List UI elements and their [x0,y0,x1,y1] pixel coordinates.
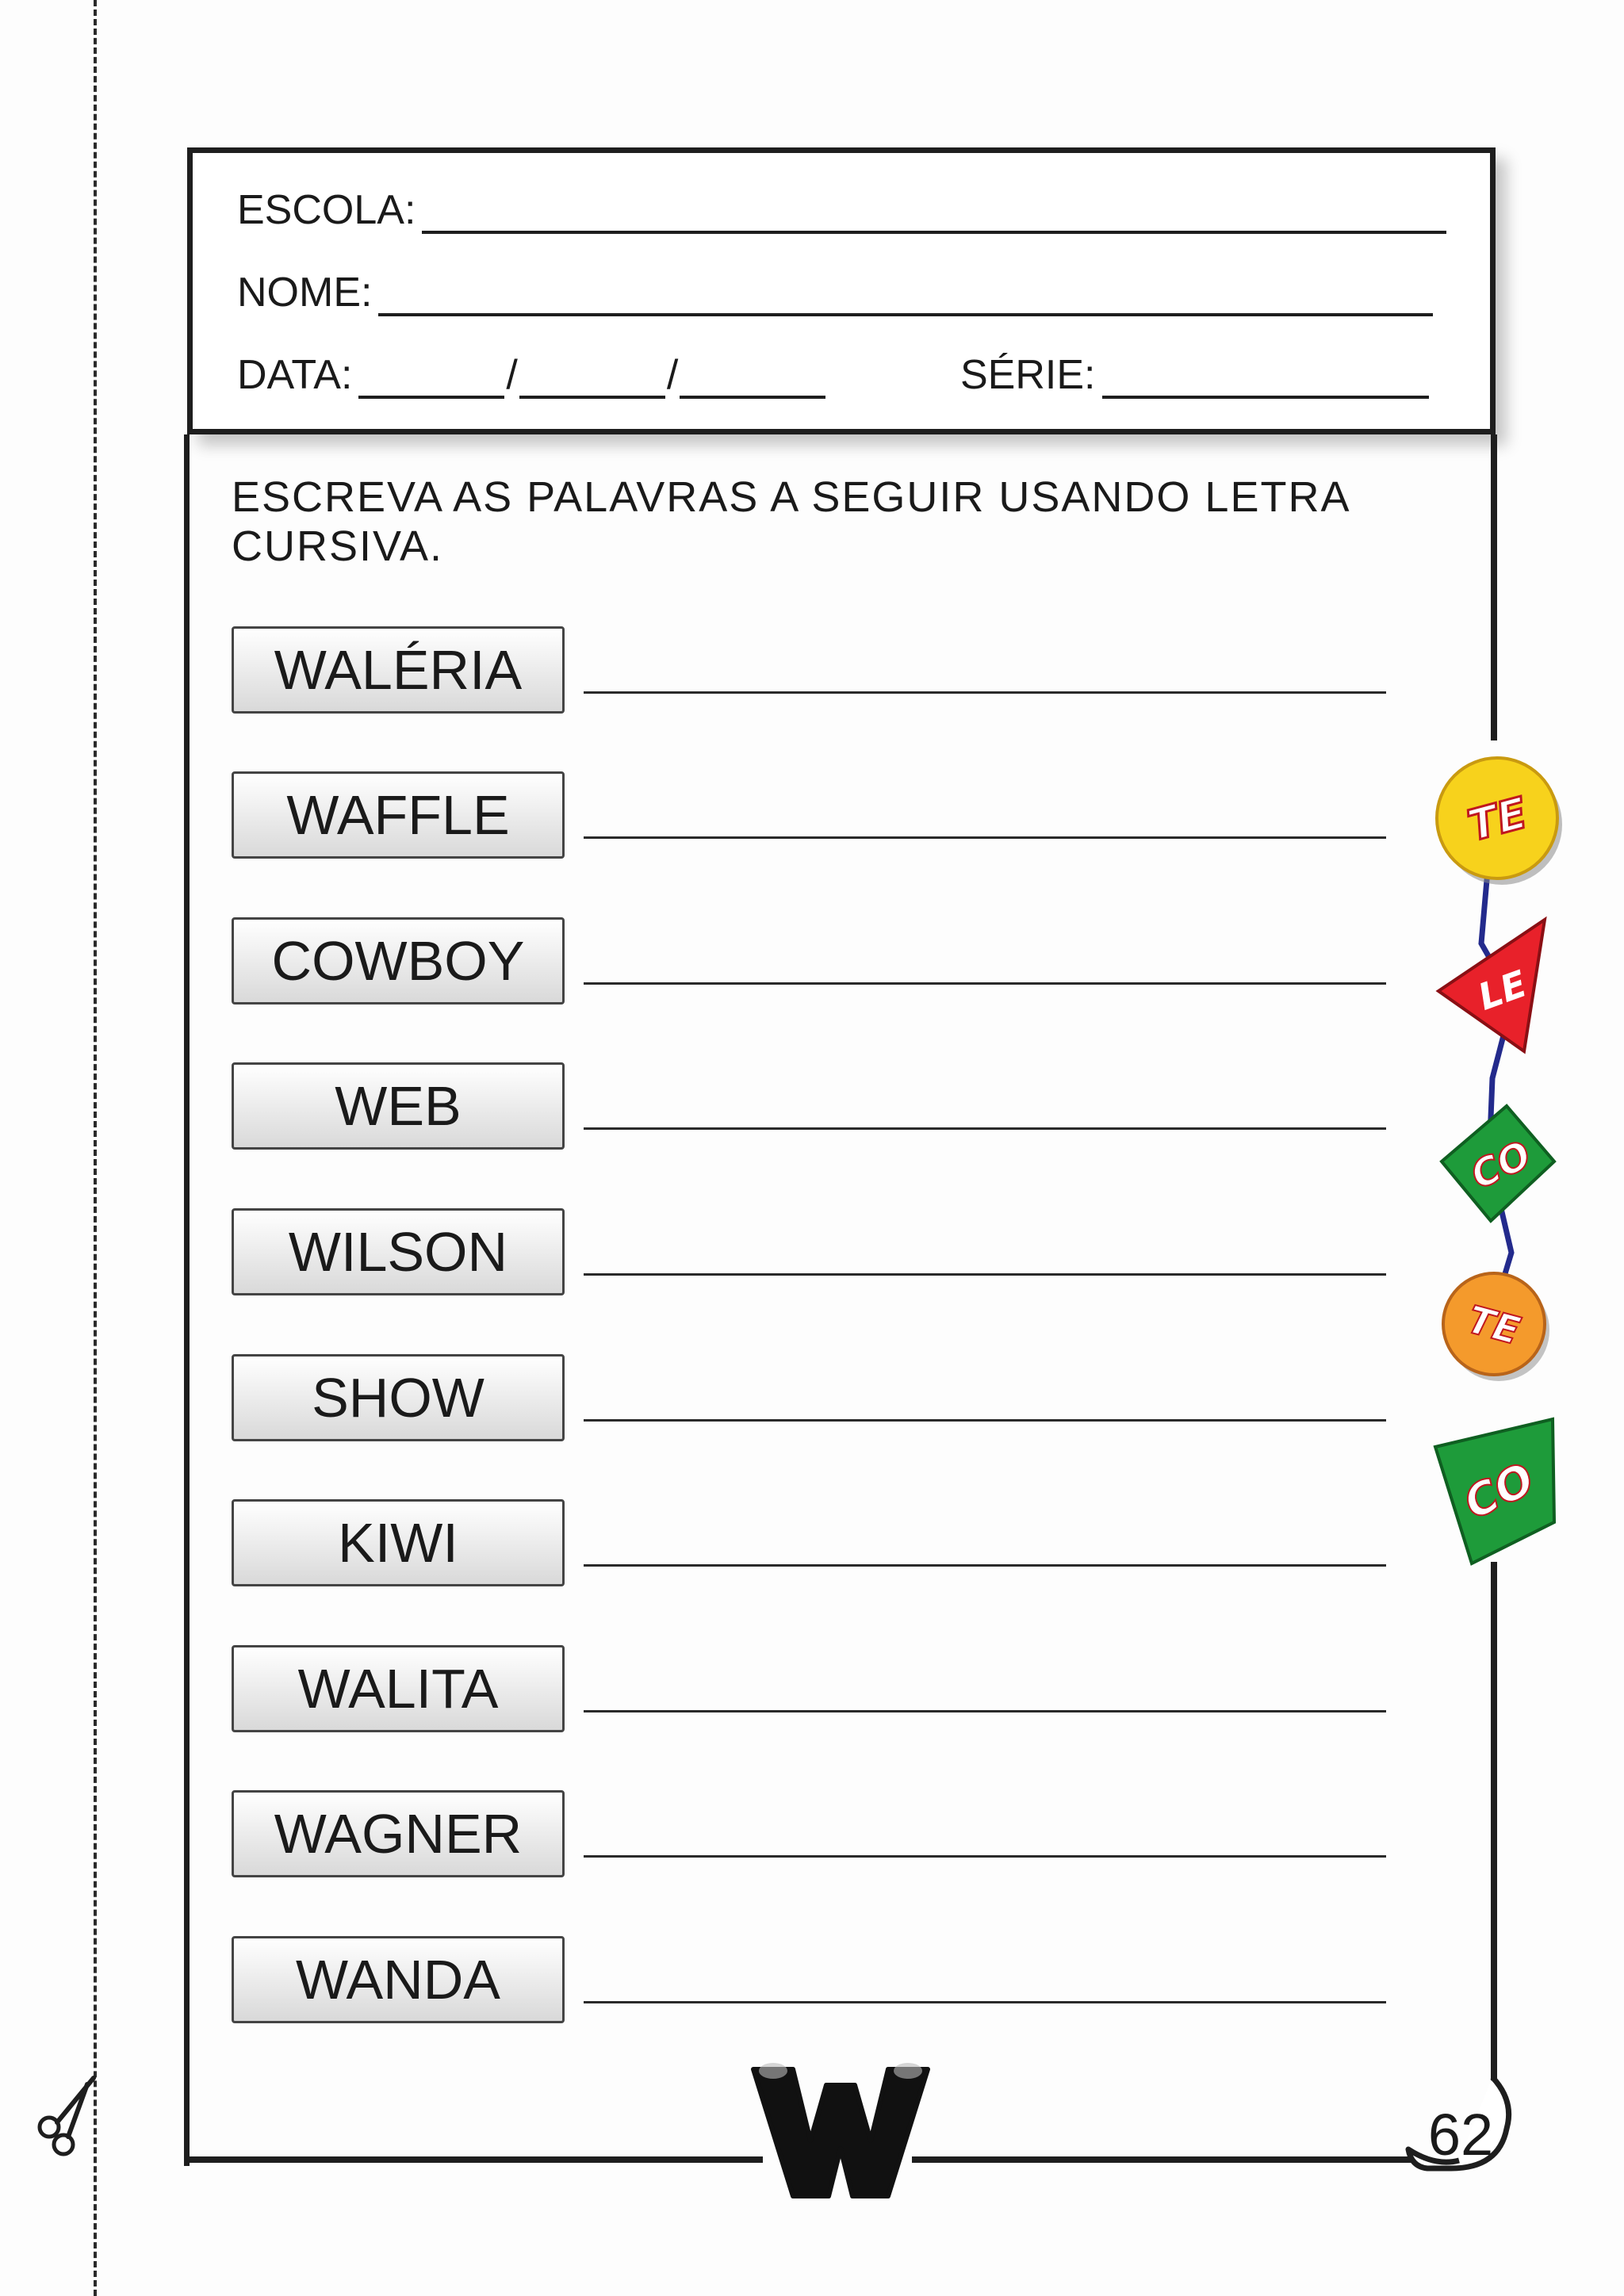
serie-field[interactable] [1102,361,1429,399]
word-label: KIWI [232,1499,565,1586]
syllable-text: LE [1472,962,1533,1019]
writing-line[interactable] [584,1419,1386,1422]
word-label: WALITA [232,1645,565,1732]
word-row [232,1062,1389,1150]
writing-line[interactable] [584,691,1386,694]
day-field[interactable] [358,361,504,399]
syllable-text: CO [1464,1132,1538,1199]
word-label: WEB [232,1062,565,1150]
syllable-text: TE [1462,1297,1525,1354]
writing-line[interactable] [584,982,1386,985]
month-field[interactable] [519,361,665,399]
word-label: WILSON [232,1208,565,1295]
nome-field[interactable] [378,278,1433,316]
year-field[interactable] [680,361,825,399]
scissors-icon [32,2073,103,2160]
writing-line[interactable] [584,2001,1386,2003]
writing-line[interactable] [584,1127,1386,1130]
nome-row [237,269,1433,316]
writing-line[interactable] [584,1855,1386,1858]
writing-line[interactable] [584,1564,1386,1567]
writing-line[interactable] [584,1273,1386,1276]
word-row [232,917,1389,1004]
diamond-green-icon [1442,1106,1554,1221]
word-row [232,1354,1389,1441]
word-row [232,1499,1389,1586]
word-label: WANDA [232,1936,565,2023]
instruction-text: ESCREVA AS PALAVRAS A SEGUIR USANDO LETRA CURSIVA. [232,473,1349,570]
page-number: 62 [1427,2102,1494,2168]
ball-yellow-icon [1437,758,1562,885]
student-info-box [187,147,1496,434]
word-row [232,771,1389,859]
letter-w-icon [745,2053,936,2204]
cut-line [94,0,97,2296]
word-label: WAGNER [232,1790,565,1877]
ball-orange-icon [1443,1273,1549,1381]
word-row [232,1208,1389,1295]
frame-right-border-bottom [1491,1562,1497,2085]
triangle-red-icon [1438,920,1545,1051]
date-separator: / [506,352,518,398]
word-row [232,1936,1389,2023]
word-label: COWBOY [232,917,565,1004]
nome-label: NOME: [237,270,373,316]
escola-row [237,186,1446,234]
word-label: WAFFLE [232,771,565,859]
word-row [232,1645,1389,1732]
teleco-decoration [1419,745,1578,1570]
writing-line[interactable] [584,1710,1386,1712]
word-label: SHOW [232,1354,565,1441]
serie-row [960,351,1429,399]
escola-field[interactable] [422,196,1446,234]
writing-line[interactable] [584,836,1386,839]
data-row [237,351,825,399]
frame-right-border-top [1491,434,1497,740]
serie-label: SÉRIE: [960,352,1096,398]
word-row [232,1790,1389,1877]
syllable-text: TE [1462,787,1533,851]
syllable-text: CO [1456,1453,1542,1530]
word-label: WALÉRIA [232,626,565,714]
frame-bottom-border-left [184,2156,763,2163]
data-label: DATA: [237,352,353,398]
date-separator: / [666,352,679,398]
square-green-icon [1435,1419,1554,1563]
frame-bottom-border-right [912,2156,1411,2163]
escola-label: ESCOLA: [237,187,416,233]
word-row [232,626,1389,714]
